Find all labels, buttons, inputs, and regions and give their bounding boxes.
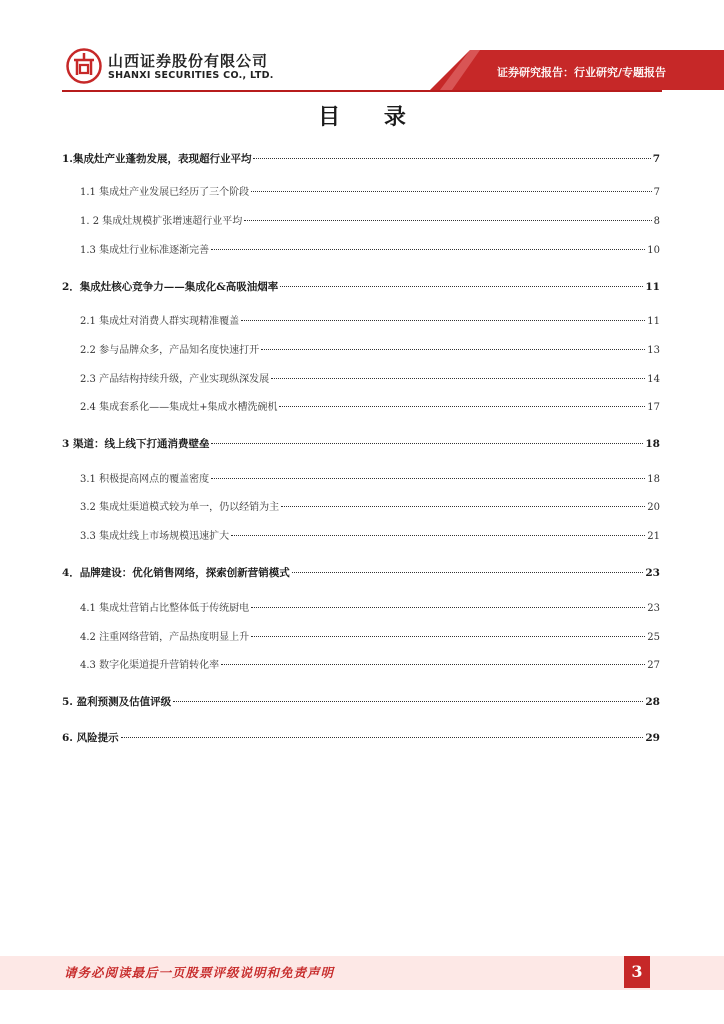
toc-entry-page: 7 <box>652 153 660 165</box>
toc-entry-label: 4．品牌建设：优化销售网络，探索创新营销模式 <box>62 567 290 579</box>
toc-dot-leader <box>241 320 645 321</box>
toc-entry-label: 3.2 集成灶渠道模式较为单一，仍以经销为主 <box>80 502 280 513</box>
toc-entry-label: 4.2 注重网络营销，产品热度明显上升 <box>80 632 250 643</box>
toc-dot-leader <box>251 636 645 637</box>
toc-entry-label: 4.3 数字化渠道提升营销转化率 <box>80 660 220 671</box>
toc-section-entry[interactable] <box>80 630 660 646</box>
toc-entry-label: 1.集成灶产业蓬勃发展，表现超行业平均 <box>62 153 252 165</box>
toc-dot-leader <box>231 535 645 536</box>
footer-band <box>0 940 724 1024</box>
toc-section-entry[interactable] <box>80 601 660 617</box>
toc-dot-leader <box>211 443 643 444</box>
toc-dot-leader <box>221 664 645 665</box>
toc-entry-label: 6. 风险提示 <box>62 732 119 744</box>
toc-chapter-entry[interactable] <box>62 279 660 295</box>
toc-entry-page: 25 <box>647 632 660 643</box>
toc-dot-leader <box>292 572 644 573</box>
toc-entry-label: 3 渠道：线上线下打通消费壁垒 <box>62 438 210 450</box>
toc-section-entry[interactable] <box>80 472 660 488</box>
toc-section-entry[interactable] <box>80 529 660 545</box>
toc-dot-leader <box>261 349 645 350</box>
toc-dot-leader <box>271 378 645 379</box>
toc-title: 目 录 <box>318 105 424 130</box>
company-name-cn: 山西证券股份有限公司 <box>108 52 269 70</box>
page-footer <box>0 940 724 1024</box>
toc-entry-page: 17 <box>647 402 660 413</box>
toc-section-entry[interactable] <box>80 214 660 230</box>
toc-section-entry[interactable] <box>80 243 660 259</box>
toc-entry-label: 2．集成灶核心竞争力——集成化&高吸油烟率 <box>62 281 279 293</box>
page-header <box>0 0 724 100</box>
toc-dot-leader <box>244 220 651 221</box>
toc-entry-page: 21 <box>647 531 660 542</box>
toc-section-entry[interactable] <box>80 372 660 388</box>
toc-entry-page: 11 <box>647 316 660 327</box>
toc-entry-page: 23 <box>647 603 660 614</box>
toc-dot-leader <box>211 478 645 479</box>
toc-section-entry[interactable] <box>80 185 660 201</box>
toc-entry-page: 29 <box>645 732 660 744</box>
toc-entry-page: 10 <box>647 245 660 256</box>
toc-dot-leader <box>173 701 643 702</box>
page-number: 3 <box>624 956 650 988</box>
toc-section-entry[interactable] <box>80 400 660 416</box>
toc-entry-label: 1. 2 集成灶规模扩张增速超行业平均 <box>80 216 243 227</box>
toc-entry-page: 18 <box>645 438 660 450</box>
toc-entry-label: 4.1 集成灶营销占比整体低于传统厨电 <box>80 603 250 614</box>
company-name-en: SHANXI SECURITIES CO., LTD. <box>108 70 274 81</box>
toc-entry-page: 7 <box>653 187 660 198</box>
toc-dot-leader <box>251 607 645 608</box>
toc-entry-page: 23 <box>645 567 660 579</box>
toc-chapter-entry[interactable] <box>62 730 660 746</box>
toc-entry-label: 2.4 集成套系化——集成灶+集成水槽洗碗机 <box>80 402 278 413</box>
toc-entry-label: 5. 盈利预测及估值评级 <box>62 696 172 708</box>
toc-entry-label: 2.3 产品结构持续升级，产业实现纵深发展 <box>80 374 270 385</box>
toc-chapter-entry[interactable] <box>62 436 660 452</box>
toc-dot-leader <box>280 286 643 287</box>
report-type: 证券研究报告：行业研究/专题报告 <box>496 66 666 79</box>
toc-dot-leader <box>279 406 645 407</box>
toc-entry-page: 8 <box>653 216 660 227</box>
toc-entry-label: 2.2 参与品牌众多，产品知名度快速打开 <box>80 345 260 356</box>
toc-dot-leader <box>211 249 645 250</box>
toc-dot-leader <box>251 191 652 192</box>
header-divider <box>62 90 662 92</box>
toc-chapter-entry[interactable] <box>62 151 660 167</box>
toc-section-entry[interactable] <box>80 343 660 359</box>
toc-dot-leader <box>253 158 650 159</box>
toc-entry-page: 28 <box>645 696 660 708</box>
toc-chapter-entry[interactable] <box>62 694 660 710</box>
toc-entry-page: 11 <box>645 281 660 293</box>
disclaimer-text: 请务必阅读最后一页股票评级说明和免责声明 <box>64 965 335 980</box>
toc-entry-label: 2.1 集成灶对消费人群实现精准覆盖 <box>80 316 240 327</box>
toc-entry-page: 27 <box>647 660 660 671</box>
toc-dot-leader <box>121 737 644 738</box>
toc-chapter-entry[interactable] <box>62 565 660 581</box>
toc-dot-leader <box>281 506 645 507</box>
toc-section-entry[interactable] <box>80 314 660 330</box>
company-logo-icon <box>66 48 102 84</box>
toc-entry-label: 3.1 积极提高网点的覆盖密度 <box>80 474 210 485</box>
toc-entry-page: 13 <box>647 345 660 356</box>
toc-entry-label: 1.1 集成灶产业发展已经历了三个阶段 <box>80 187 250 198</box>
toc-entry-page: 14 <box>647 374 660 385</box>
toc-section-entry[interactable] <box>80 658 660 674</box>
toc-entry-label: 1.3 集成灶行业标准逐渐完善 <box>80 245 210 256</box>
toc-entry-page: 20 <box>647 502 660 513</box>
toc-entry-page: 18 <box>647 474 660 485</box>
toc-section-entry[interactable] <box>80 500 660 516</box>
toc-entry-label: 3.3 集成灶线上市场规模迅速扩大 <box>80 531 230 542</box>
